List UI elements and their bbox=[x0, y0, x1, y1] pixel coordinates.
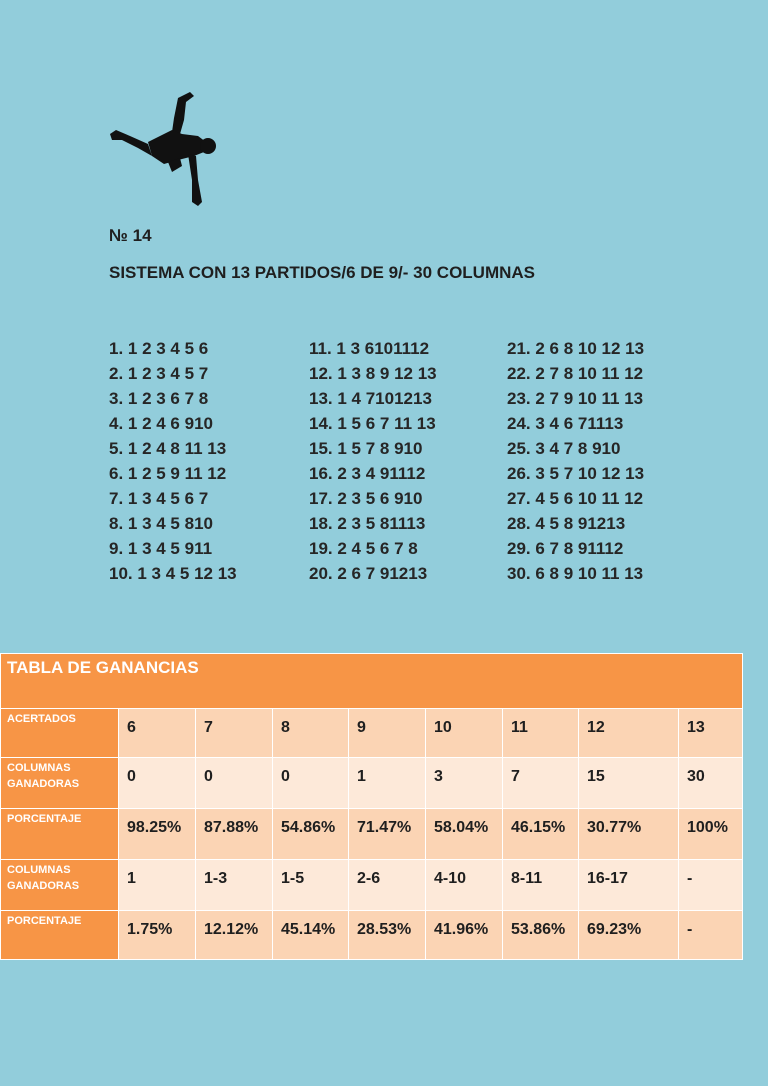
winnings-table-container bbox=[0, 653, 742, 960]
table-cell: 41.96% bbox=[426, 911, 503, 960]
table-cell: 0 bbox=[273, 758, 349, 809]
table-cell: 8-11 bbox=[503, 860, 579, 911]
table-row bbox=[1, 758, 743, 809]
table-cell: - bbox=[679, 911, 743, 960]
table-cell: 10 bbox=[426, 709, 503, 758]
column-line: 19. 2 4 5 6 7 8 bbox=[309, 539, 418, 558]
table-cell: 6 bbox=[119, 709, 196, 758]
table-title: TABLA DE GANANCIAS bbox=[1, 654, 743, 709]
column-line: 26. 3 5 7 10 12 13 bbox=[507, 464, 645, 483]
table-cell: 1 bbox=[349, 758, 426, 809]
column-line: 4. 1 2 4 6 910 bbox=[109, 414, 213, 433]
column-line: 15. 1 5 7 8 910 bbox=[309, 439, 423, 458]
table-cell: 4-10 bbox=[426, 860, 503, 911]
column-line: 17. 2 3 5 6 910 bbox=[309, 489, 423, 508]
table-row bbox=[1, 809, 743, 860]
column-line: 13. 1 4 7101213 bbox=[309, 389, 432, 408]
column-line: 24. 3 4 6 71113 bbox=[507, 414, 624, 433]
table-cell: 12.12% bbox=[196, 911, 273, 960]
row-label: COLUMNAS GANADORAS bbox=[1, 860, 119, 911]
column-line: 7. 1 3 4 5 6 7 bbox=[109, 489, 209, 508]
table-cell: - bbox=[679, 860, 743, 911]
table-cell: 46.15% bbox=[503, 809, 579, 860]
table-cell: 100% bbox=[679, 809, 743, 860]
table-cell: 2-6 bbox=[349, 860, 426, 911]
table-cell: 53.86% bbox=[503, 911, 579, 960]
table-cell: 12 bbox=[579, 709, 679, 758]
column-line: 2. 1 2 3 4 5 7 bbox=[109, 364, 209, 383]
table-cell: 30 bbox=[679, 758, 743, 809]
table-cell: 54.86% bbox=[273, 809, 349, 860]
table-cell: 11 bbox=[503, 709, 579, 758]
column-line: 20. 2 6 7 91213 bbox=[309, 564, 428, 583]
table-cell: 16-17 bbox=[579, 860, 679, 911]
winnings-table bbox=[0, 653, 743, 960]
table-title-row bbox=[1, 654, 743, 709]
columns-group-1 bbox=[109, 338, 237, 588]
table-cell: 98.25% bbox=[119, 809, 196, 860]
table-cell: 30.77% bbox=[579, 809, 679, 860]
table-cell: 1 bbox=[119, 860, 196, 911]
table-cell: 9 bbox=[349, 709, 426, 758]
table-cell: 1-5 bbox=[273, 860, 349, 911]
table-row bbox=[1, 709, 743, 758]
row-label: ACERTADOS bbox=[1, 709, 119, 758]
table-cell: 7 bbox=[196, 709, 273, 758]
bicycle-kick-player-silhouette-icon bbox=[108, 90, 224, 208]
column-line: 29. 6 7 8 91112 bbox=[507, 539, 624, 558]
table-cell: 71.47% bbox=[349, 809, 426, 860]
table-cell: 58.04% bbox=[426, 809, 503, 860]
column-line: 25. 3 4 7 8 910 bbox=[507, 439, 621, 458]
column-line: 18. 2 3 5 81113 bbox=[309, 514, 426, 533]
table-cell: 69.23% bbox=[579, 911, 679, 960]
table-row bbox=[1, 911, 743, 960]
table-cell: 0 bbox=[119, 758, 196, 809]
table-cell: 7 bbox=[503, 758, 579, 809]
columns-group-2 bbox=[309, 338, 437, 588]
table-cell: 28.53% bbox=[349, 911, 426, 960]
table-cell: 0 bbox=[196, 758, 273, 809]
column-line: 6. 1 2 5 9 11 12 bbox=[109, 464, 227, 483]
table-cell: 45.14% bbox=[273, 911, 349, 960]
column-line: 23. 2 7 9 10 11 13 bbox=[507, 389, 644, 408]
table-cell: 1.75% bbox=[119, 911, 196, 960]
column-line: 14. 1 5 6 7 11 13 bbox=[309, 414, 436, 433]
column-line: 11. 1 3 6101112 bbox=[309, 339, 430, 358]
table-cell: 3 bbox=[426, 758, 503, 809]
column-line: 8. 1 3 4 5 810 bbox=[109, 514, 213, 533]
table-cell: 8 bbox=[273, 709, 349, 758]
column-line: 3. 1 2 3 6 7 8 bbox=[109, 389, 209, 408]
column-line: 27. 4 5 6 10 11 12 bbox=[507, 489, 644, 508]
column-line: 9. 1 3 4 5 911 bbox=[109, 539, 213, 558]
table-cell: 87.88% bbox=[196, 809, 273, 860]
columns-group-3 bbox=[507, 338, 644, 588]
column-line: 30. 6 8 9 10 11 13 bbox=[507, 564, 644, 583]
system-title: SISTEMA CON 13 PARTIDOS/6 DE 9/- 30 COLUMNAS bbox=[109, 263, 536, 282]
column-line: 1. 1 2 3 4 5 6 bbox=[109, 339, 209, 358]
row-label: PORCENTAJE bbox=[1, 911, 119, 960]
column-line: 21. 2 6 8 10 12 13 bbox=[507, 339, 645, 358]
table-cell: 13 bbox=[679, 709, 743, 758]
column-line: 5. 1 2 4 8 11 13 bbox=[109, 439, 227, 458]
table-cell: 15 bbox=[579, 758, 679, 809]
table-row bbox=[1, 860, 743, 911]
column-line: 28. 4 5 8 91213 bbox=[507, 514, 626, 533]
column-line: 12. 1 3 8 9 12 13 bbox=[309, 364, 437, 383]
row-label: PORCENTAJE bbox=[1, 809, 119, 860]
row-label: COLUMNAS GANADORAS bbox=[1, 758, 119, 809]
column-line: 16. 2 3 4 91112 bbox=[309, 464, 426, 483]
column-line: 10. 1 3 4 5 12 13 bbox=[109, 564, 237, 583]
column-line: 22. 2 7 8 10 11 12 bbox=[507, 364, 644, 383]
table-cell: 1-3 bbox=[196, 860, 273, 911]
system-number: № 14 bbox=[109, 226, 152, 245]
